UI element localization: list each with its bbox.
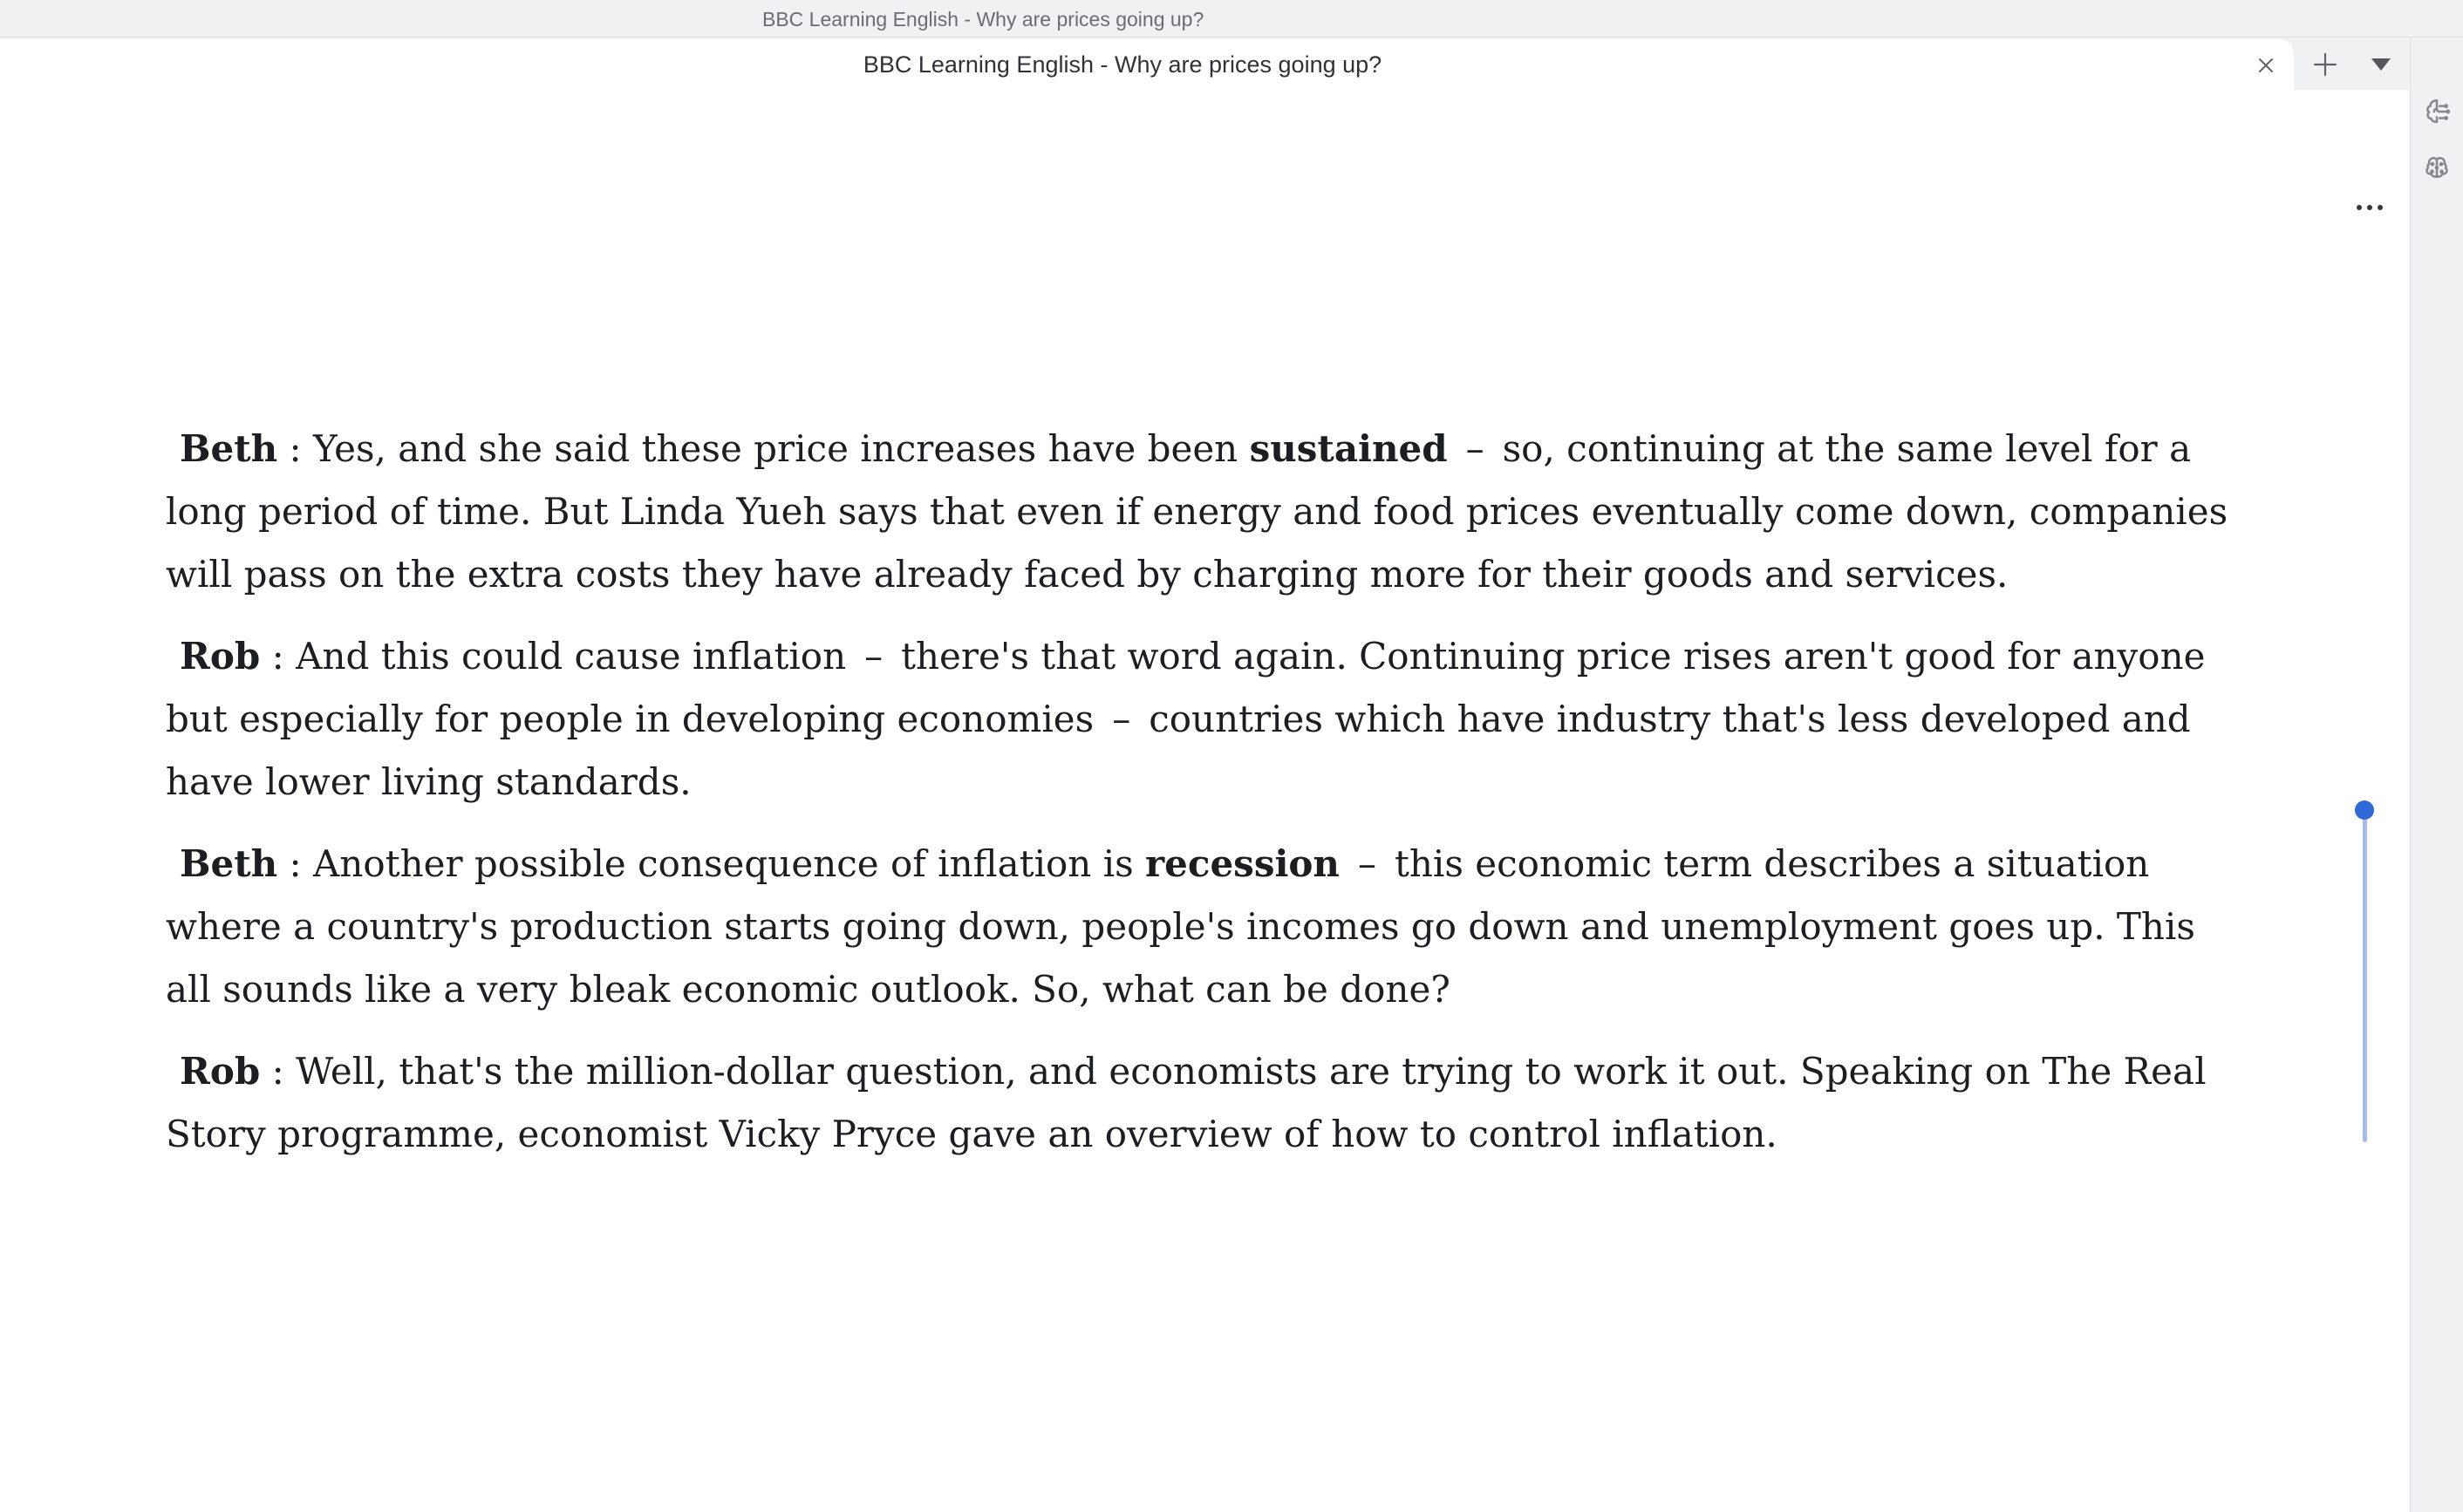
transcript-paragraph: [166, 1040, 2234, 1166]
browser-chrome: [0, 0, 2463, 90]
dialogue-text: : Yes, and she said these price increases have been: [277, 427, 1250, 470]
plus-icon: [2312, 51, 2338, 78]
paragraph-text: [166, 842, 2195, 1011]
new-tab-button[interactable]: [2311, 51, 2339, 78]
dialogue-text: – so, continuing at the same level for a long period of time. But Linda Yueh says that even if energy and food prices eventually come down, companies will pass on the extra costs they have already faced by charging more for their goods and services.: [166, 427, 2228, 596]
speaker-name: Beth: [180, 427, 278, 470]
vocab-term: recession: [1145, 842, 1340, 885]
paragraph-text: [166, 1050, 2207, 1155]
transcript-paragraph: [166, 418, 2234, 606]
vocab-term: sustained: [1249, 427, 1448, 470]
ellipsis-icon: [2357, 205, 2362, 210]
dialogue-text: : And this could cause inflation – there's that word again. Continuing price rises aren't good for anyone but especially for people in developing economies – countries which have industry that's less developed and have lower living standards.: [166, 635, 2206, 803]
speaker-name: Rob: [180, 1050, 261, 1093]
dialogue-text: : Another possible consequence of inflation is: [277, 842, 1146, 885]
more-options-button[interactable]: [2357, 201, 2388, 214]
sidebar-button-brain[interactable]: [2422, 153, 2452, 183]
extension-side-rail: [2410, 37, 2463, 1512]
brain-icon: [2422, 153, 2452, 183]
speaker-name: Rob: [180, 635, 261, 678]
transcript-paragraph: [166, 625, 2234, 814]
tab-title: BBC Learning English - Why are prices going up?: [863, 51, 1382, 78]
content-area: [0, 90, 2410, 1512]
x-icon: [2256, 56, 2275, 75]
tab-list-button[interactable]: [2369, 54, 2393, 75]
dialogue-text: – this economic term describes a situation where a country's production starts going down, people's incomes go down and unemployment goes up. This all sounds like a very bleak economic outlook. So, what can be done?: [166, 842, 2195, 1011]
transcript: [166, 418, 2234, 1185]
triangle-down-icon: [2371, 58, 2391, 71]
tab-close-button[interactable]: [2254, 53, 2278, 78]
paragraph-text: [166, 427, 2228, 596]
window-title: BBC Learning English - Why are prices going up?: [762, 8, 1204, 31]
active-tab[interactable]: [0, 39, 2294, 90]
scroll-indicator-handle[interactable]: [2355, 800, 2374, 820]
ellipsis-icon: [2378, 205, 2383, 210]
scroll-progress-line[interactable]: [2363, 815, 2367, 1142]
dialogue-text: : Well, that's the million-dollar question, and economists are trying to work it out. Speaking on The Real Story programme, economist Vicky Pryce gave an overview of how to control inflation.: [166, 1050, 2207, 1155]
brain-circuit-icon: [2422, 97, 2452, 126]
sidebar-button-brain-circuit[interactable]: [2422, 97, 2452, 126]
speaker-name: Beth: [180, 842, 278, 885]
ellipsis-icon: [2367, 205, 2372, 210]
transcript-paragraph: [166, 833, 2234, 1021]
paragraph-text: [166, 635, 2205, 803]
